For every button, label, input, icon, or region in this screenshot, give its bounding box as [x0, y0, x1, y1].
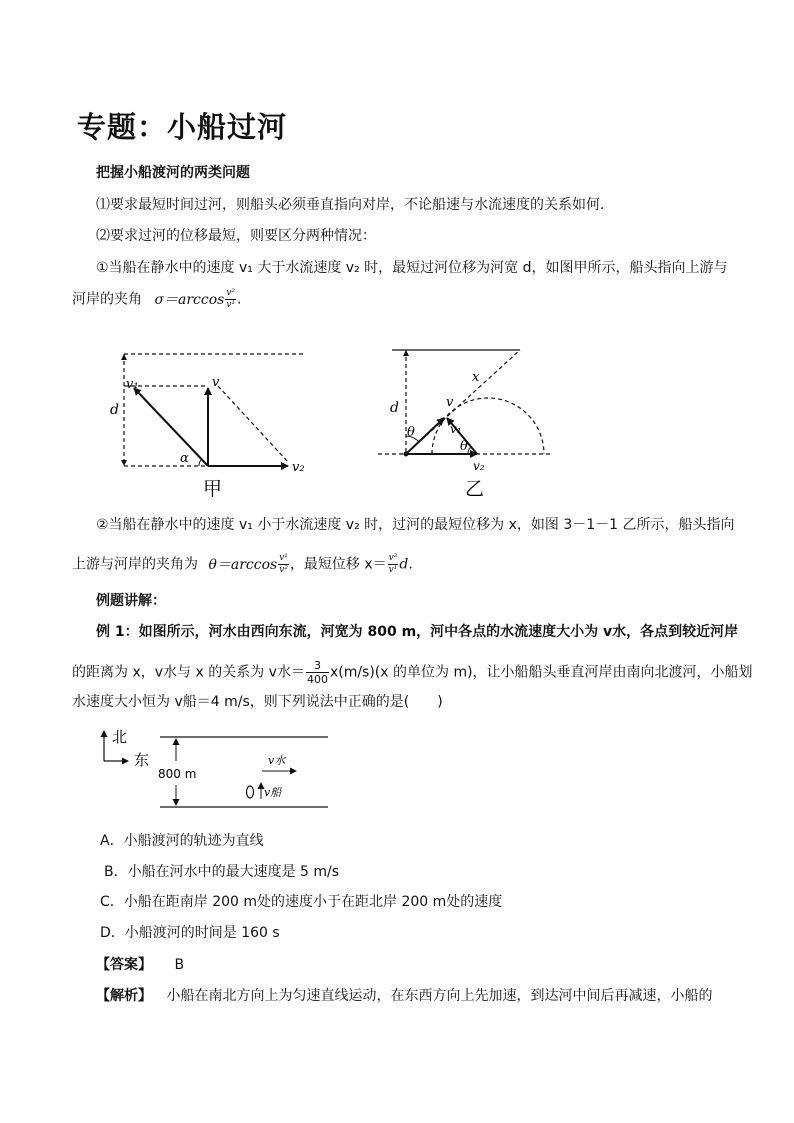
option-d: D．小船渡河的时间是 160 s	[100, 925, 280, 941]
section-heading: 把握小船渡河的两类问题	[96, 165, 250, 181]
item-2: ⑵要求过河的位移最短，则要区分两种情况：	[96, 228, 376, 244]
answer-label: 【答案】	[96, 957, 152, 973]
figure-jia	[100, 340, 340, 500]
example-1-line-3: 水速度大小恒为 v船＝4 m/s，则下列说法中正确的是( )	[72, 694, 443, 710]
case-2-line-1: ②当船在静水中的速度 v₁ 小于水流速度 v₂ 时，过河的最短位移为 x，如图 3－1－1 乙所示，船头指向	[96, 517, 735, 533]
compass-north-label: 北	[112, 728, 128, 746]
case-2-frac1-num: v¹	[279, 553, 288, 563]
example-1-suffix: x(m/s)(x 的单位为 m)，让小船船头垂直河岸由南向北渡河，小船划	[329, 664, 753, 681]
case-2-fraction-2	[388, 553, 399, 576]
analysis-text: 小船在南北方向上为匀速直线运动，在东西方向上先加速，到达河中间后再减速，小船的	[166, 988, 713, 1004]
examples-heading: 例题讲解：	[96, 593, 166, 609]
example-1-line-2	[72, 659, 753, 686]
river-figure	[96, 725, 336, 815]
yi-label-x: x	[472, 370, 480, 385]
example-1-fraction	[306, 659, 329, 686]
yi-label-d: d	[390, 400, 399, 416]
analysis-line	[96, 986, 712, 1006]
case-1-frac-num: v²	[226, 288, 236, 298]
yi-label-v: v	[446, 395, 454, 410]
example-1-frac-num: 3	[306, 659, 329, 673]
jia-label-v2: v₂	[292, 460, 305, 475]
yi-width-arrow-top	[403, 350, 409, 356]
case-2-frac2-den: v¹	[388, 565, 398, 575]
case-2-formula: θ＝arccos	[208, 556, 278, 573]
yi-origin-dot	[404, 452, 409, 457]
jia-label-v: v	[212, 375, 220, 390]
page-title: 专题：小船过河	[77, 110, 288, 144]
example-1-frac-den: 400	[306, 673, 328, 686]
jia-label-alpha: α	[180, 451, 189, 466]
jia-width-arrow-bottom	[121, 460, 127, 466]
yi-label-v1: v₁	[450, 422, 462, 436]
case-2-frac2-num: v²	[388, 553, 398, 563]
compass-east-label: 东	[134, 751, 150, 769]
case-1-frac-den: v¹	[226, 300, 236, 310]
yi-label-theta-left: θ	[407, 425, 415, 440]
case-1-fraction	[225, 288, 236, 311]
boat-icon	[247, 786, 254, 798]
answer-line	[96, 955, 184, 975]
case-1-end: .	[237, 291, 242, 308]
jia-caption: 甲	[203, 478, 223, 500]
example-1-text: 例 1：如图所示，河水由西向东流，河宽为 800 m，河中各点的水流速度大小为 v水，各点到较近河岸	[96, 624, 739, 640]
case-1-line-1: ①当船在静水中的速度 v₁ 大于水流速度 v₂ 时，最短过河位移为河宽 d，如图甲所示，船头指向上游与	[96, 260, 728, 276]
option-b: B．小船在河水中的最大速度是 5 m/s	[104, 864, 340, 880]
case-1-formula: σ＝arccos	[154, 291, 225, 308]
case-2-line-2	[72, 553, 413, 576]
option-a: A．小船渡河的轨迹为直线	[100, 833, 264, 849]
case-1-prefix: 河岸的夹角	[72, 291, 142, 308]
boat-velocity-label: v船	[264, 786, 282, 799]
case-1-line-2	[72, 288, 242, 311]
river-width-label: 800 m	[158, 767, 197, 781]
yi-theta-arc-right	[468, 447, 471, 454]
case-2-prefix: 上游与河岸的夹角为	[72, 556, 198, 573]
analysis-label: 【解析】	[96, 988, 152, 1004]
example-1-prefix: 的距离为 x，v水与 x 的关系为 v水＝	[72, 664, 305, 681]
jia-v1-vector	[134, 388, 208, 466]
case-2-frac1-den: v²	[279, 565, 288, 575]
yi-label-v2: v₂	[473, 459, 485, 473]
item-1: ⑴要求最短时间过河，则船头必须垂直指向对岸，不论船速与水流速度的关系如何．	[96, 197, 614, 213]
water-velocity-label: v水	[268, 754, 286, 767]
answer-value: B	[174, 957, 185, 973]
case-2-mid: ，最短位移 x＝	[289, 556, 387, 573]
yi-caption: 乙	[465, 478, 485, 500]
yi-label-theta-right: θ	[460, 439, 468, 454]
jia-angle-arc	[199, 459, 202, 466]
jia-width-arrow-top	[121, 354, 127, 360]
example-1-line-1	[96, 622, 738, 642]
case-2-fraction-1	[278, 553, 289, 576]
jia-dashed-diagonal	[218, 386, 288, 462]
jia-label-d: d	[110, 402, 119, 418]
option-c: C．小船在距南岸 200 m处的速度小于在距北岸 200 m处的速度	[100, 894, 503, 910]
case-2-end: d.	[399, 556, 413, 573]
figure-yi	[370, 340, 555, 500]
jia-label-v1: v₁	[126, 377, 139, 392]
